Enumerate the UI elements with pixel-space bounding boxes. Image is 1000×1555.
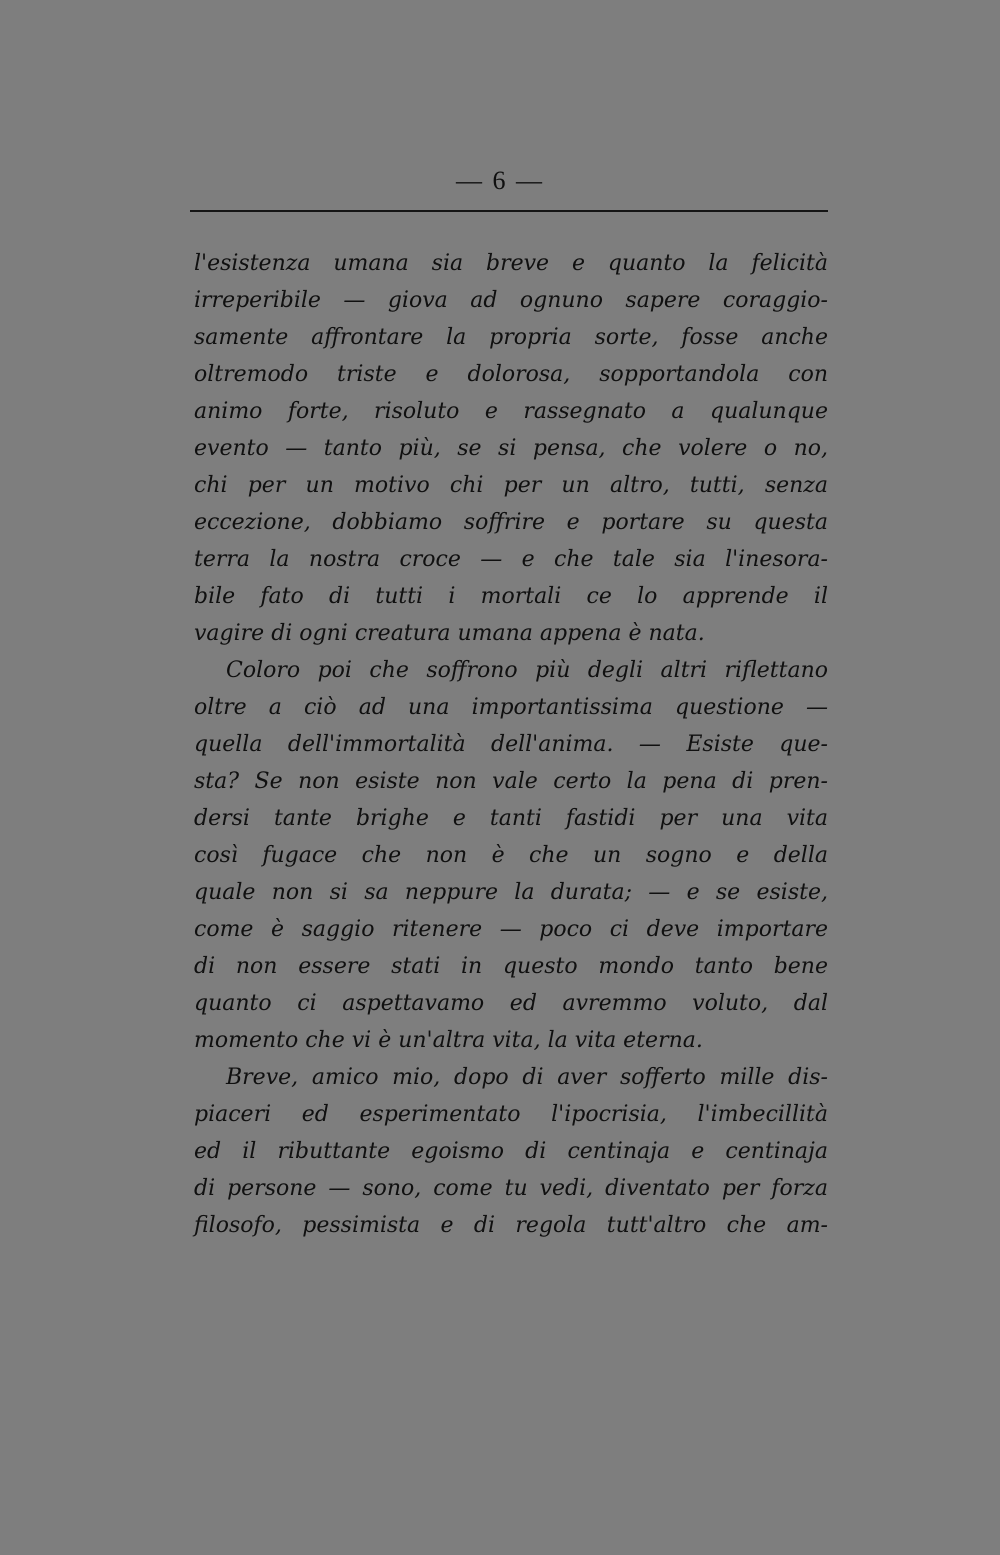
body-text (194, 245, 828, 1244)
paragraph-end-line: momento che vi è un'altra vita, la vita eterna. (194, 1028, 703, 1053)
text-line: quale non si sa neppure la durata; — e se esiste, (194, 880, 828, 905)
text-line: come è saggio ritenere — poco ci deve importare (194, 917, 828, 942)
text-line: oltre a ciò ad una importantissima questione — (194, 695, 828, 720)
text-line: sta? Se non esiste non vale certo la pena di pren- (194, 769, 828, 794)
paragraph-start-line: Coloro poi che soffrono più degli altri riflettano (226, 658, 828, 683)
text-line: quella dell'immortalità dell'anima. — Esiste que- (194, 732, 828, 757)
text-line: chi per un motivo chi per un altro, tutti, senza (194, 473, 828, 498)
text-line: irreperibile — giova ad ognuno sapere coraggio- (194, 288, 828, 313)
text-line: samente affrontare la propria sorte, fosse anche (194, 325, 828, 350)
text-line: evento — tanto più, se si pensa, che volere o no, (194, 436, 828, 461)
paragraph-end-line: vagire di ogni creatura umana appena è nata. (194, 621, 705, 646)
text-line: quanto ci aspettavamo ed avremmo voluto, dal (194, 991, 828, 1016)
text-line: bile fato di tutti i mortali ce lo apprende il (194, 584, 828, 609)
text-line: così fugace che non è che un sogno e della (194, 843, 828, 868)
text-line: oltremodo triste e dolorosa, sopportandola con (194, 362, 828, 387)
text-line: di persone — sono, come tu vedi, diventato per forza (194, 1176, 828, 1201)
header-rule (190, 210, 828, 212)
text-line: piaceri ed esperimentato l'ipocrisia, l'imbecillità (194, 1102, 828, 1127)
text-line: animo forte, risoluto e rassegnato a qualunque (194, 399, 828, 424)
text-line: ed il ributtante egoismo di centinaja e centinaja (194, 1139, 828, 1164)
text-line: l'esistenza umana sia breve e quanto la felicità (194, 251, 828, 276)
text-line: terra la nostra croce — e che tale sia l'inesora- (194, 547, 828, 572)
page-number: — 6 — (456, 166, 544, 195)
text-line: eccezione, dobbiamo soffrire e portare su questa (194, 510, 828, 535)
text-line: filosofo, pessimista e di regola tutt'altro che am- (194, 1213, 828, 1238)
paragraph-start-line: Breve, amico mio, dopo di aver sofferto mille dis- (226, 1065, 828, 1090)
text-line: di non essere stati in questo mondo tanto bene (194, 954, 828, 979)
text-line: dersi tante brighe e tanti fastidi per una vita (194, 806, 828, 831)
